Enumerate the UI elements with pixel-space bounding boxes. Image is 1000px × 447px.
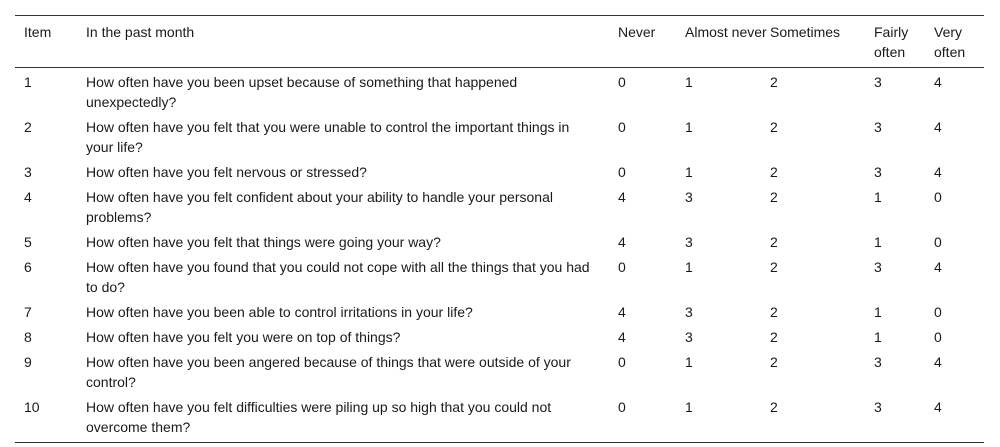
stress-scale-table-container <box>15 15 984 443</box>
table-row <box>15 229 984 254</box>
cell-question: How often have you felt you were on top of things? <box>86 329 401 345</box>
cell-never: 4 <box>618 234 626 250</box>
table-row <box>15 324 984 349</box>
cell-fairly-often: 3 <box>874 399 882 415</box>
cell-sometimes: 2 <box>770 304 778 320</box>
cell-sometimes: 2 <box>770 119 778 135</box>
cell-fairly-often: 1 <box>874 189 882 205</box>
table-row <box>15 68 984 115</box>
cell-never: 0 <box>618 354 626 370</box>
cell-never: 0 <box>618 119 626 135</box>
header-very-often: Very often <box>934 24 966 60</box>
cell-very-often: 0 <box>934 234 942 250</box>
cell-item: 9 <box>24 354 32 370</box>
cell-almost-never: 1 <box>685 354 693 370</box>
cell-item: 8 <box>24 329 32 345</box>
cell-question: How often have you felt confident about your ability to handle your personal problems? <box>86 189 553 225</box>
cell-question: How often have you been able to control irritations in your life? <box>86 304 473 320</box>
cell-never: 0 <box>618 399 626 415</box>
cell-fairly-often: 1 <box>874 329 882 345</box>
cell-never: 4 <box>618 189 626 205</box>
cell-fairly-often: 3 <box>874 74 882 90</box>
cell-item: 3 <box>24 164 32 180</box>
cell-very-often: 0 <box>934 329 942 345</box>
header-almost-never: Almost never <box>685 24 767 40</box>
cell-almost-never: 1 <box>685 74 693 90</box>
cell-sometimes: 2 <box>770 164 778 180</box>
cell-sometimes: 2 <box>770 354 778 370</box>
cell-item: 2 <box>24 119 32 135</box>
cell-fairly-often: 3 <box>874 259 882 275</box>
cell-sometimes: 2 <box>770 74 778 90</box>
table-row <box>15 394 984 443</box>
cell-almost-never: 1 <box>685 119 693 135</box>
cell-question: How often have you felt nervous or stressed? <box>86 164 367 180</box>
cell-question: How often have you felt difficulties were piling up so high that you could not overcome them? <box>86 399 552 435</box>
cell-question: How often have you felt that things were going your way? <box>86 234 441 250</box>
cell-very-often: 4 <box>934 399 942 415</box>
cell-item: 10 <box>24 399 40 415</box>
cell-fairly-often: 3 <box>874 119 882 135</box>
cell-sometimes: 2 <box>770 234 778 250</box>
cell-question: How often have you been upset because of something that happened unexpectedly? <box>86 74 518 110</box>
cell-fairly-often: 3 <box>874 354 882 370</box>
cell-very-often: 4 <box>934 74 942 90</box>
cell-very-often: 4 <box>934 164 942 180</box>
cell-never: 4 <box>618 329 626 345</box>
cell-almost-never: 1 <box>685 164 693 180</box>
header-row <box>15 16 984 68</box>
cell-item: 1 <box>24 74 32 90</box>
header-sometimes: Sometimes <box>770 24 841 40</box>
cell-very-often: 4 <box>934 119 942 135</box>
cell-question: How often have you been angered because of things that were outside of your control? <box>86 354 571 390</box>
table-header <box>15 16 984 68</box>
cell-sometimes: 2 <box>770 189 778 205</box>
cell-item: 6 <box>24 259 32 275</box>
cell-very-often: 4 <box>934 259 942 275</box>
cell-almost-never: 3 <box>685 304 693 320</box>
cell-fairly-often: 1 <box>874 234 882 250</box>
stress-scale-table <box>15 15 984 443</box>
table-row <box>15 254 984 299</box>
table-row <box>15 349 984 394</box>
cell-almost-never: 1 <box>685 399 693 415</box>
table-row <box>15 114 984 159</box>
cell-sometimes: 2 <box>770 399 778 415</box>
header-fairly-often: Fairly often <box>874 24 909 60</box>
header-question: In the past month <box>86 24 195 40</box>
cell-never: 0 <box>618 74 626 90</box>
cell-almost-never: 1 <box>685 259 693 275</box>
cell-very-often: 0 <box>934 304 942 320</box>
cell-item: 4 <box>24 189 32 205</box>
table-row <box>15 184 984 229</box>
cell-fairly-often: 1 <box>874 304 882 320</box>
cell-sometimes: 2 <box>770 329 778 345</box>
cell-question: How often have you felt that you were unable to control the important things in your life? <box>86 119 570 155</box>
cell-never: 0 <box>618 164 626 180</box>
cell-never: 4 <box>618 304 626 320</box>
table-row <box>15 159 984 184</box>
cell-almost-never: 3 <box>685 329 693 345</box>
header-item: Item <box>24 24 52 40</box>
cell-sometimes: 2 <box>770 259 778 275</box>
table-row <box>15 299 984 324</box>
cell-item: 7 <box>24 304 32 320</box>
table-body <box>15 68 984 443</box>
header-never: Never <box>618 24 656 40</box>
cell-item: 5 <box>24 234 32 250</box>
cell-almost-never: 3 <box>685 234 693 250</box>
cell-almost-never: 3 <box>685 189 693 205</box>
cell-very-often: 4 <box>934 354 942 370</box>
cell-question: How often have you found that you could not cope with all the things that you had to do? <box>86 259 590 295</box>
cell-never: 0 <box>618 259 626 275</box>
cell-fairly-often: 3 <box>874 164 882 180</box>
cell-very-often: 0 <box>934 189 942 205</box>
